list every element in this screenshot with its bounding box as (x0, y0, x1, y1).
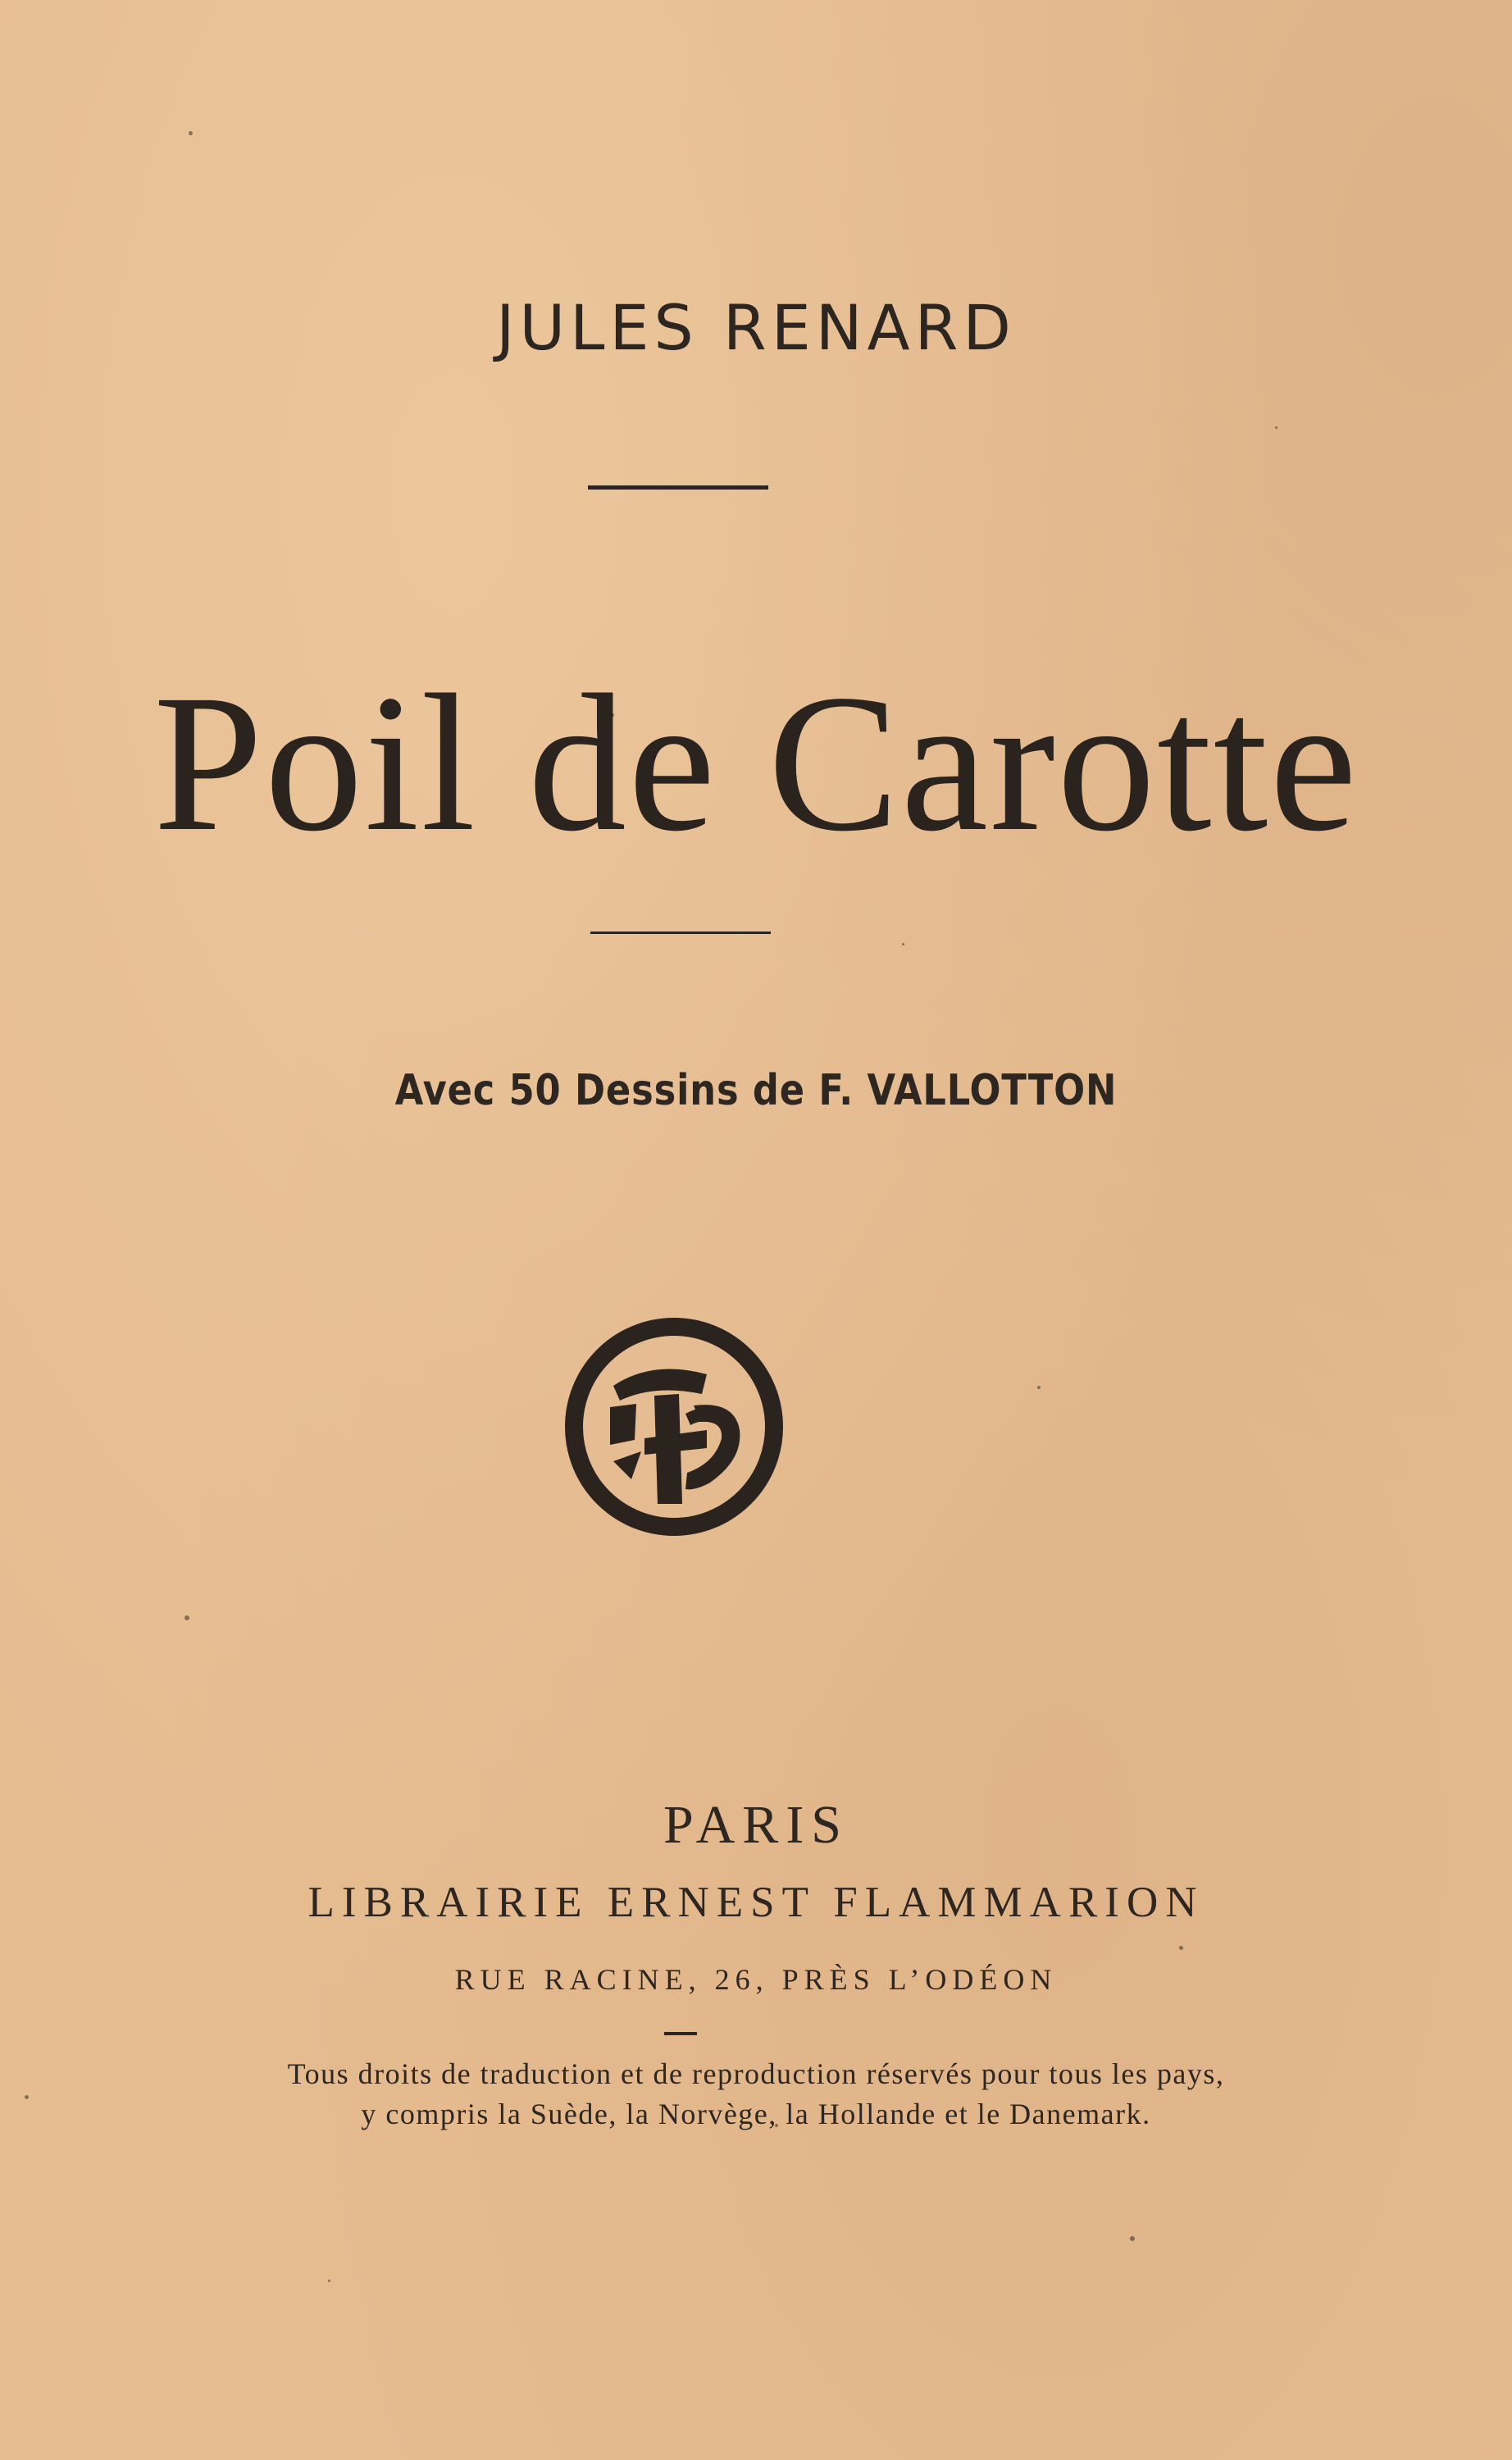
paper-speck (1179, 1946, 1183, 1950)
divider-rule (664, 2032, 697, 2035)
publisher-address: RUE RACINE, 26, PRÈS L’ODÉON (454, 1963, 1058, 1996)
paper-speck (189, 131, 193, 135)
rights-notice-line: Tous droits de traduction et de reproduction réservés pour tous les pays, (287, 2057, 1225, 2090)
paper-speck (184, 1615, 189, 1620)
publication-city: PARIS (663, 1795, 849, 1855)
publisher-name: LIBRAIRIE ERNEST FLAMMARION (307, 1879, 1205, 1926)
divider-rule (588, 485, 768, 490)
publisher-monogram-icon (562, 1315, 786, 1538)
paper-speck (1130, 2236, 1135, 2241)
paper-speck (902, 943, 904, 945)
rights-notice-line: y compris la Suède, la Norvège, la Hollande et le Danemark. (361, 2098, 1151, 2130)
illustrations-credit: Avec 50 Dessins de F. VALLOTTON (394, 1066, 1118, 1115)
paper-speck (1037, 1386, 1041, 1389)
divider-rule (590, 932, 771, 934)
book-title: Poil de Carotte (153, 654, 1359, 872)
author-name: JULES RENARD (496, 291, 1016, 364)
paper-speck (1275, 426, 1277, 429)
paper-speck (328, 2280, 330, 2282)
